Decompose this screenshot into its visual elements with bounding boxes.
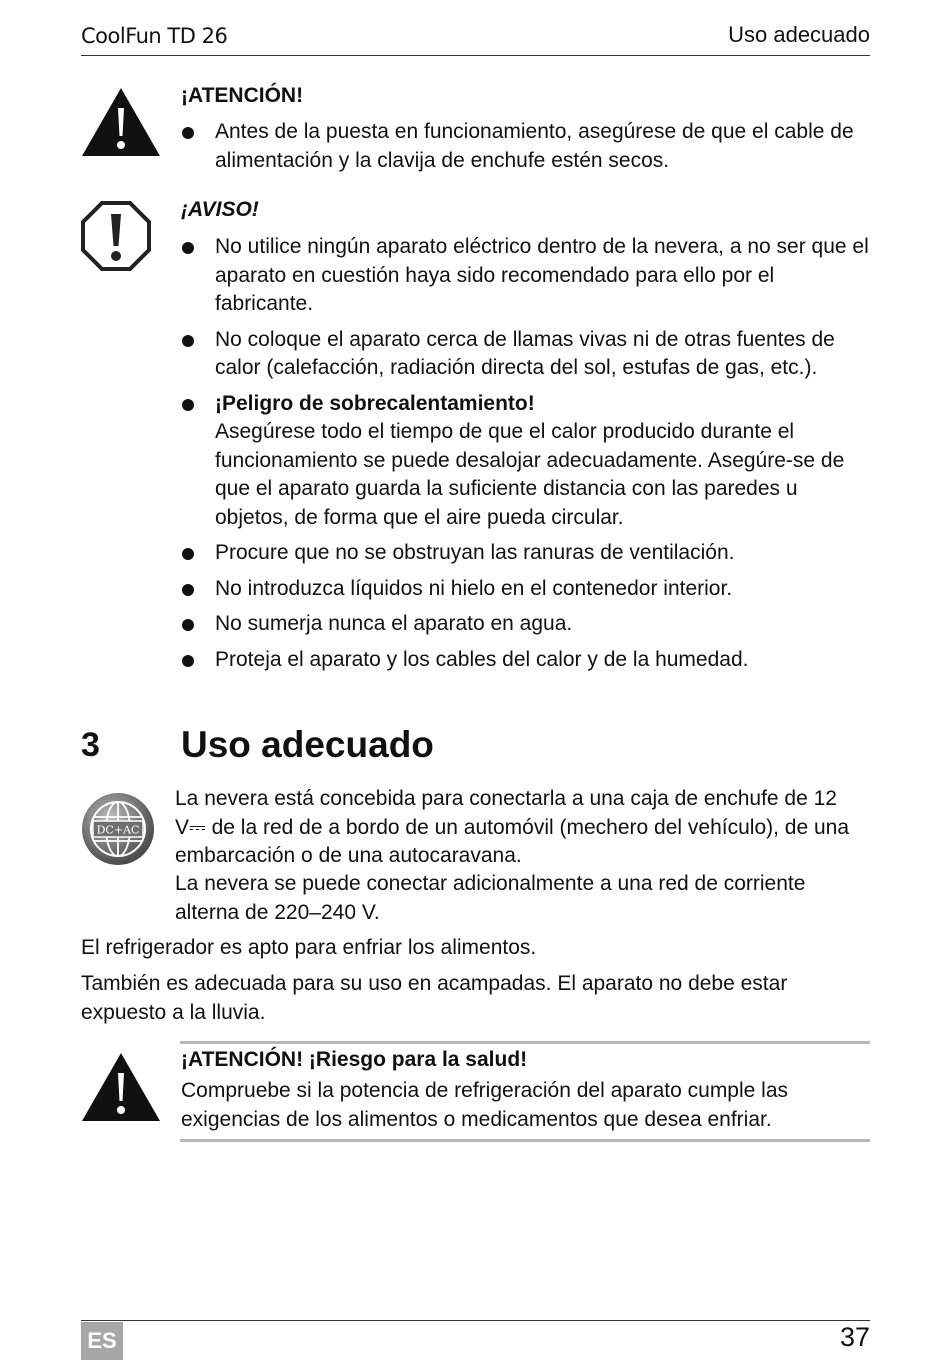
notice-list	[181, 233, 871, 681]
dc-symbol: ⎓	[189, 815, 206, 839]
list-item: No coloque el aparato cerca de llamas vivas ni de otras fuentes de calor (calefacción, radiación directa del sol, estufas de gas, etc.).	[181, 326, 871, 383]
list-item: No utilice ningún aparato eléctrico dentro de la nevera, a no ser que el aparato en cuestión haya sido recomendado para ello por el fabricante.	[181, 233, 871, 319]
section-title: Uso adecuado	[181, 724, 434, 765]
overheat-title: ¡Peligro de sobrecalentamiento!	[215, 391, 535, 415]
bullet-icon	[182, 655, 194, 667]
list-item: Procure que no se obstruyan las ranuras de ventilación.	[181, 539, 871, 568]
globe-dc-ac-icon	[80, 791, 156, 867]
list-item: No sumerja nunca el aparato en agua.	[181, 610, 871, 639]
warning-triangle-icon	[80, 1051, 162, 1123]
footer-divider	[81, 1320, 870, 1321]
warning2-bottom-rule	[180, 1139, 870, 1142]
dc-ac-label: DC+AC	[96, 823, 140, 837]
bullet-icon	[182, 242, 194, 254]
bullet-icon	[182, 335, 194, 347]
section-paragraph-4: También es adecuada para su uso en acampadas. El aparato no debe estar expuesto a la lluvia.	[81, 972, 788, 1024]
list-item: Proteja el aparato y los cables del calor y de la humedad.	[181, 646, 871, 675]
bullet-icon	[182, 584, 194, 596]
header-product-name: CoolFun TD 26	[81, 24, 228, 48]
warning1-list	[181, 118, 871, 182]
warning2-top-rule	[180, 1041, 870, 1044]
section-paragraph-2: La nevera se puede conectar adicionalmente a una red de corriente alterna de 220–240 V.	[175, 872, 806, 924]
bullet-icon	[182, 127, 194, 139]
page-number: 37	[839, 1322, 870, 1352]
warning-triangle-icon	[80, 86, 162, 158]
bullet-icon	[182, 548, 194, 560]
header-divider	[81, 55, 870, 56]
section-number: 3	[81, 726, 100, 764]
notice-octagon-icon	[80, 200, 152, 272]
warning1-title: ¡ATENCIÓN!	[181, 84, 304, 107]
bullet-icon	[182, 399, 194, 411]
header-section-title: Uso adecuado	[728, 22, 870, 47]
list-item: Antes de la puesta en funcionamiento, asegúrese de que el cable de alimentación y la clavija de enchufe estén secos.	[181, 118, 871, 175]
section-paragraph-1: La nevera está concebida para conectarla a una caja de enchufe de 12 V⎓ de la red de a bordo de un automóvil (mechero del vehículo), de una embarcación o de una autocaravana.	[175, 787, 850, 867]
bullet-icon	[182, 619, 194, 631]
warning2-text: Compruebe si la potencia de refrigeración del aparato cumple las exigencias de los alimentos o medicamentos que desea enfriar.	[181, 1079, 789, 1131]
list-item: No introduzca líquidos ni hielo en el contenedor interior.	[181, 575, 871, 604]
notice-title: ¡AVISO!	[181, 198, 259, 221]
section-paragraph-3: El refrigerador es apto para enfriar los alimentos.	[81, 936, 537, 959]
list-item	[181, 390, 871, 533]
warning2-title: ¡ATENCIÓN! ¡Riesgo para la salud!	[181, 1048, 528, 1071]
overheat-text: Asegúrese todo el tiempo de que el calor producido durante el funcionamiento se puede desalojar adecuadamente. Asegúre-se de que el aparato guarda la suficiente distancia con las paredes u objetos, de forma que el aire pueda circular.	[215, 420, 845, 529]
language-badge: ES	[81, 1322, 123, 1360]
